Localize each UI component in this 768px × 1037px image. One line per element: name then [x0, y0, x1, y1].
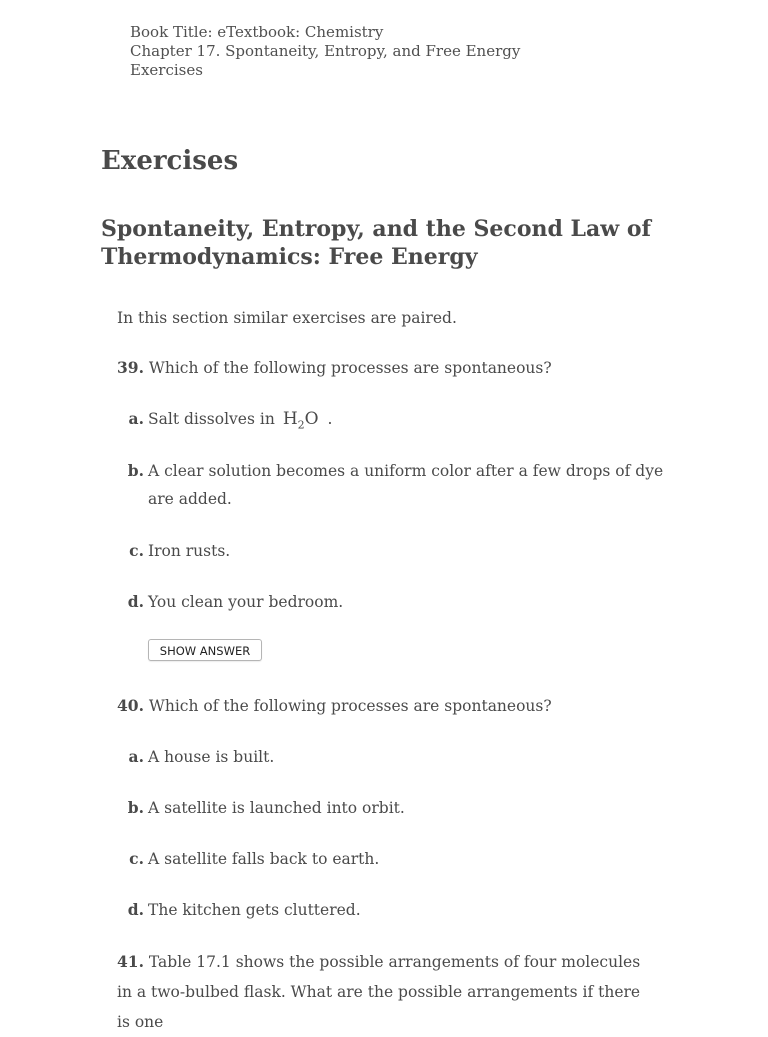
item-letter: c.: [129, 849, 144, 868]
item-text: Salt dissolves in: [148, 410, 275, 428]
item-text: You clean your bedroom.: [148, 593, 344, 611]
list-item: [128, 743, 275, 771]
item-letter: c.: [129, 541, 144, 560]
show-answer-button[interactable]: SHOW ANSWER: [148, 639, 262, 661]
question-number: 41.: [117, 952, 144, 971]
question-number: 39.: [117, 358, 144, 377]
item-punctuation: .: [327, 410, 333, 428]
list-item: [127, 794, 405, 822]
question-40: [117, 692, 552, 720]
question-text: Which of the following processes are spontaneous?: [148, 697, 552, 715]
item-text: Iron rusts.: [148, 542, 231, 560]
list-item: [127, 457, 664, 513]
item-text: The kitchen gets cluttered.: [148, 901, 361, 919]
list-item: [127, 588, 344, 616]
item-text: A satellite falls back to earth.: [148, 850, 380, 868]
section-heading: Spontaneity, Entropy, and the Second Law of Thermodynamics: Free Energy: [101, 216, 651, 270]
item-letter: d.: [127, 900, 144, 919]
item-text: A house is built.: [148, 748, 275, 766]
item-text: A satellite is launched into orbit.: [148, 799, 405, 817]
page-title: Exercises: [101, 146, 239, 176]
list-item: [129, 845, 380, 873]
item-letter: d.: [127, 592, 144, 611]
chemical-formula: $H_2O$: [282, 409, 319, 432]
item-letter: b.: [127, 798, 144, 817]
breadcrumb: [130, 23, 520, 80]
item-letter: a.: [128, 409, 144, 428]
item-text-line1: A clear solution becomes a uniform color after a few drops of dye: [148, 462, 664, 480]
list-item: [129, 537, 231, 565]
item-letter: b.: [127, 461, 144, 480]
question-number: 40.: [117, 696, 144, 715]
intro-text: In this section similar exercises are paired.: [117, 309, 457, 327]
breadcrumb-section: Exercises: [130, 61, 203, 79]
breadcrumb-book-title: Book Title: eTextbook: Chemistry: [130, 23, 384, 41]
item-letter: a.: [128, 747, 144, 766]
item-text-line2: are added.: [148, 490, 232, 508]
question-39: [117, 354, 552, 382]
list-item: [128, 405, 333, 439]
question-text: Table 17.1 shows the possible arrangements of four molecules in a two-bulbed flask. What are the possible arrangements if there is one: [117, 953, 641, 1031]
breadcrumb-chapter: Chapter 17. Spontaneity, Entropy, and Free Energy: [130, 42, 521, 60]
question-text: Which of the following processes are spontaneous?: [148, 359, 552, 377]
list-item: [127, 896, 361, 924]
